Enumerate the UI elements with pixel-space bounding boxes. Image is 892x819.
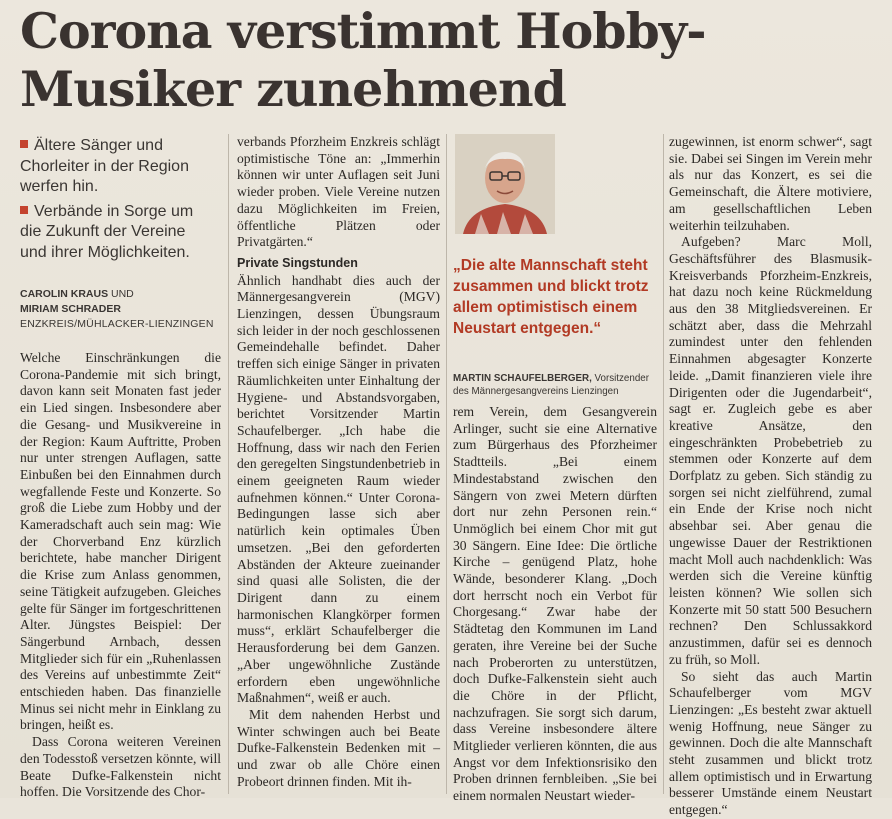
article-column-3 (453, 404, 657, 805)
column-divider (446, 134, 447, 794)
teaser-bullet (20, 202, 215, 264)
byline-conjunction: UND (111, 288, 134, 300)
byline (20, 287, 225, 332)
quote-author: MARTIN SCHAUFELBERGER, (453, 373, 592, 384)
quote-author-role: Vorsitzender des Männergesangvereins Lienzingen (453, 373, 649, 397)
teaser-bullet (20, 136, 215, 198)
paragraph: Dass Corona weiteren Vereinen den Todesstoß versetzen könnte, will Beate Dufke-Falkenstein nicht hoffen. Die Vorsitzende des Chor- (20, 734, 221, 800)
paragraph: zugewinnen, ist enorm schwer“, sagt sie. Dabei sei Singen im Verein mehr als nur das Konzert, es sei die Gemeinschaft, die Ältere motiviere, am gesellschaftlichen Leben weiterhin teilzuhaben. (669, 134, 872, 233)
author-name: MIRIAM SCHRADER (20, 303, 121, 315)
paragraph: Mit dem nahenden Herbst und Winter schwingen auch bei Beate Dufke-Falkenstein Bedenken mit – und zwar ob alle Chöre einen Probeort drinnen finden. Mit ih- (237, 706, 440, 789)
paragraph: So sieht das auch Martin Schaufelberger vom MGV Lienzingen: „Es besteht zwar aktuell wenig Hoffnung, neue Sänger zu gewinnen. Doch die alte Mannschaft steht zusammen und blickt trotz allem optimistisch und in Erwartung besserer Umstände einem Neustart entgegen.“ (669, 668, 872, 818)
paragraph: verbands Pforzheim Enzkreis schlägt optimistische Töne an: „Immerhin können wir unter Auflagen seit Juni wieder proben. Viele Vereine nutzen dazu Möglichkeiten im Freien, öffentliche Plätzen oder Privatgärten.“ (237, 134, 440, 250)
portrait-illustration (455, 134, 555, 234)
headline: Corona verstimmt Hobby-Musiker zunehmend (20, 2, 706, 118)
article-column-1 (20, 350, 221, 801)
red-square-icon (20, 206, 28, 214)
teaser-bullets (20, 136, 215, 267)
paragraph: rem Verein, dem Gesangverein Arlinger, sucht sie eine Alternative zum Bürgerhaus des Pforzheimer Stadtteils. „Bei einem Mindestabstand zwischen den Sängern von zwei Metern dürften dort nur zehn Personen rein.“ Unmöglich bei einem Chor mit gut 30 Sängern. Eine Idee: Die örtliche Kirche – genügend Platz, hohe Wände, besonderer Klang. „Doch dort herrscht noch ein Verbot für Chorgesang.“ Zwar habe der Städtetag den Kommunen im Land geraten, ihre Vereine bei der Suche nach Proberorten zu unterstützen, doch Dufke-Falkenstein sieht auch die Chöre in der Pflicht, nachzufragen. Sie sorgt sich darum, dass Vereine insbesondere ältere Mitglieder verlieren könnten, die aus Angst vor dem Infektionsrisiko den Proben drinnen fernbleiben. „Sie bei einem normalen Neustart wieder- (453, 404, 657, 804)
teaser-bullet-text: Ältere Sänger und Chorleiter in der Region werfen hin. (20, 137, 189, 195)
portrait-photo (455, 134, 555, 234)
paragraph: Aufgeben? Marc Moll, Geschäftsführer des Blasmusik-Kreisverbands Pforzheim-Enzkreis, hat dazu noch keine Rückmeldung aus den 38 Mitgliedsvereinen. Er schätzt aber, dass die Mehrzahl zumindest unter den fehlenden Einnahmen abgesagter Konzerte leide. „Damit finanzieren viele ihre Dirigenten oder die Jugendarbeit“, sagt er. Zugleich gebe es aber kreative Ansätze, den eingeschränkten Probebetrieb zu stemmen oder Konzerte auf dem Dorfplatz zu geben. Sich ständig zu sorgen sei nicht zielführend, zumal ein Ende der Krise noch nicht absehbar sei. Aber genau die ungewisse Dauer der Restriktionen macht Moll auch nachdenklich: Was werden sich die Vereine künftig leisten können? Wie sollen sich Konzerte mit 50 statt 500 Besuchern rechnen? Den Schlussakkord anzustimmen, dafür sei es dennoch zu früh, so Moll. (669, 234, 872, 667)
dateline: ENZKREIS/MÜHLACKER-LIENZINGEN (20, 318, 214, 330)
paragraph: Welche Einschränkungen die Corona-Pandemie mit sich bringt, davon kann seit Monaten fast jeder ein Lied singen. Insbesondere aber die Gesang- und Musikvereine in der Region: Kaum Auftritte, Proben nur unter strengen Auflagen, satte Einbußen bei den Einnahmen durch wegfallende Feste und Konzerte. So groß die Liebe zum Hobby und der Kameradschaft auch sein mag: Wie der Chorverband Enz kürzlich berichtete, habe mancher Dirigent die Krise zum Anlass genommen, seine Tätigkeit aufzugeben. Gleiches gelte für Sänger im fortgeschrittenen Alter. Jüngstes Beispiel: Der Sängerbund Arnbach, dessen Mitglieder sich für ein „Ruhenlassen des Vereins auf unbestimmte Zeit“ entschieden haben. Das finanzielle Minus sei nicht mehr in Einklang zu bringen, heißt es. (20, 350, 221, 733)
paragraph: Ähnlich handhabt dies auch der Männergesangverein (MGV) Lienzingen, dessen Übungsraum sich leider in der noch geschlossenen Gemeindehalle befindet. Daher treffen sich einige Sänger in privaten Räumlichkeiten unter Einhaltung der Hygiene- und Abstandsvorgaben, berichtet Vorsitzender Martin Schaufelberger. „Ich habe die Hoffnung, dass wir nach den Ferien den geregelten Singstundenbetrieb in einem geeigneten Raum wieder aufnehmen können.“ Unter Corona-Bedingungen lasse sich aber natürlich kein optimales Üben umsetzen. „Bei den geforderten Abständen der Akteure zueinander sind quasi alle Solisten, die der Dirigent dann zu einem harmonischen Klangkörper formen muss“, erklärt Schaufelberger die Herausforderung bei dem Ganzen. „Aber ungewöhnliche Zustände erfordern eben ungewöhnliche Maßnahmen“, weiß er auch. (237, 272, 440, 706)
pull-quote-attribution (453, 372, 658, 398)
author-name: CAROLIN KRAUS (20, 288, 109, 300)
article-column-2 (237, 134, 440, 790)
column-divider (228, 134, 229, 794)
red-square-icon (20, 140, 28, 148)
column-divider (663, 134, 664, 794)
article-column-4 (669, 134, 872, 819)
teaser-bullet-text: Verbände in Sorge um die Zukunft der Vereine und ihrer Möglichkeiten. (20, 202, 194, 261)
subheading: Private Singstunden (237, 255, 358, 270)
pull-quote: „Die alte Mannschaft steht zusammen und blickt trotz allem optimistisch einem Neustart entgegen.“ (453, 257, 649, 337)
